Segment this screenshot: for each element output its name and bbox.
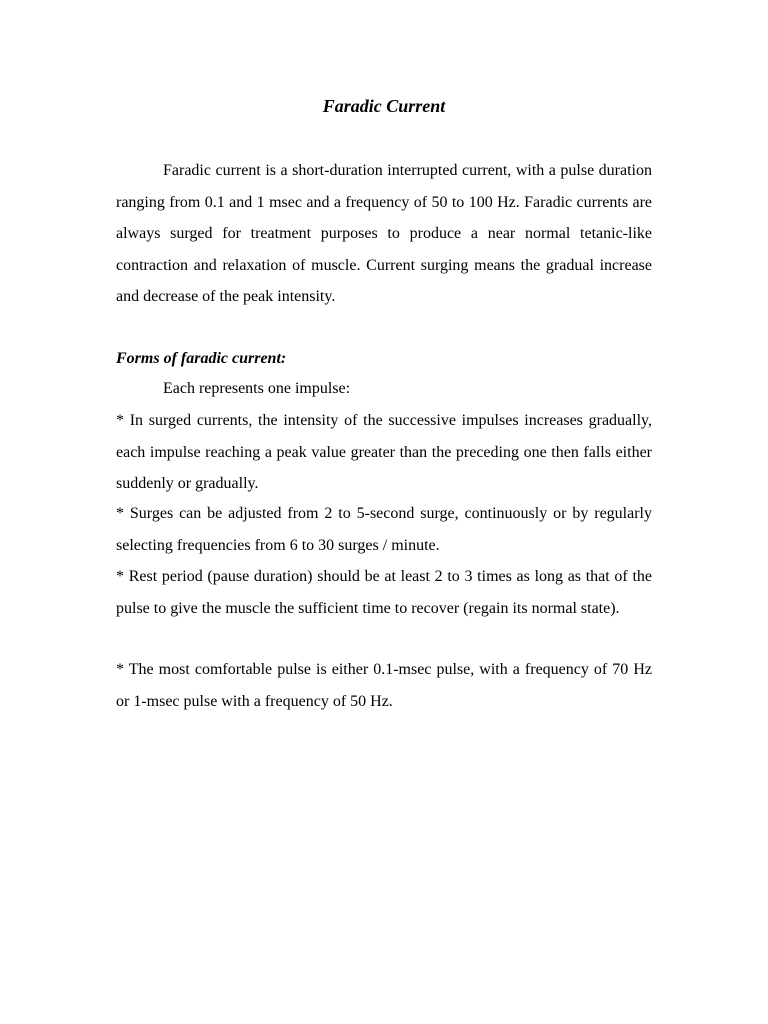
- document-title: Faradic Current: [322, 96, 446, 116]
- bullet-paragraph: * In surged currents, the intensity of the successive impulses increases gradually, each impulse reaching a peak value greater than the preceding one then falls either suddenly or gradually.: [116, 412, 652, 492]
- bullet-paragraph: * Rest period (pause duration) should be at least 2 to 3 times as long as that of the pulse to give the muscle the sufficient time to recover (regain its normal state).: [116, 568, 652, 617]
- bullet-paragraph: * The most comfortable pulse is either 0.1-msec pulse, with a frequency of 70 Hz or 1-msec pulse with a frequency of 50 Hz.: [116, 661, 652, 710]
- bullet-paragraph: * Surges can be adjusted from 2 to 5-second surge, continuously or by regularly selecting frequencies from 6 to 30 surges / minute.: [116, 505, 652, 554]
- intro-paragraph: Faradic current is a short-duration interrupted current, with a pulse duration ranging from 0.1 and 1 msec and a frequency of 50 to 100 Hz. Faradic currents are always surged for treatment purposes to produce a near normal tetanic-like contraction and relaxation of muscle. Current surging means the gradual increase and decrease of the peak intensity.: [116, 162, 652, 305]
- section-intro: Each represents one impulse:: [163, 380, 351, 397]
- section-heading: Forms of faradic current:: [116, 350, 287, 367]
